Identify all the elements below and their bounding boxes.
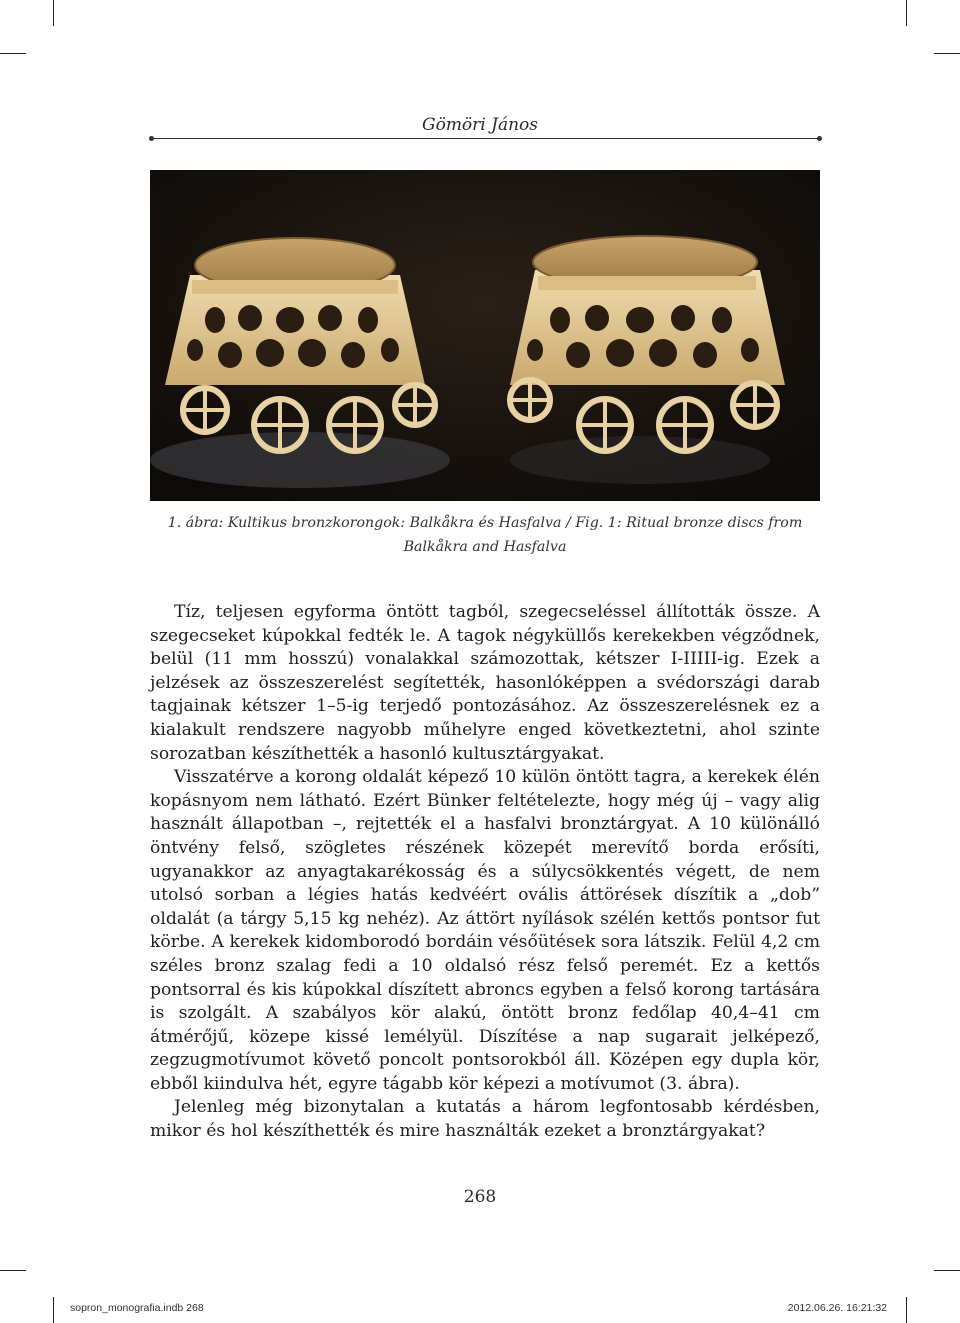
running-header-author: Gömöri János	[422, 115, 538, 135]
paragraph: Visszatérve a korong oldalát képező 10 külön öntött tagra, a kerekek élén kopásnyom nem látható. Ezért Bünker feltételezte, hogy még új – vagy alig használt állapotban –, rejtették el a hasfalvi bronztárgyat. A 10 különálló öntvény felső, szögletes részének közepét merevítő borda erősíti, ugyanakkor az anyagtakarékosság és a súlycsökkentés végett, de nem utolsó sorban a légies hatás kedvéért ovális áttörések díszítik a „dob” oldalát (a tárgy 5,15 kg nehéz). Az áttört nyílások szélén kettős pontsor fut körbe. A kerekek kidomborodó bordáin vésőütések sora látszik. Felül 4,2 cm széles bronz szalag fedi a 10 oldalsó rész felső peremét. Ez a kettős pontsorral és kis kúpokkal díszített abroncs egyben a felső korong tartására is szolgált. A szabályos kör alakú, öntött bronz fedőlap 40,4–41 cm átmérőjű, közepe kissé lemélyül. Díszítése a nap sugarait jelképező, zegzugmotívumot követő poncolt pontsorokból áll. Középen egy dupla kör, ebből kiindulva hét, egyre tágabb kör képezi a motívumot (3. ábra).	[150, 767, 820, 1094]
figure-caption: 1. ábra: Kultikus bronzkorongok: Balkåkra és Hasfalva / Fig. 1: Ritual bronze discs from Balkåkra and Hasfalva	[167, 515, 803, 555]
crop-mark	[906, 1297, 907, 1323]
paragraph: Jelenleg még bizonytalan a kutatás a három legfontosabb kérdésben, mikor és hol készíthették és mire használták ezeket a bronztárgyakat?	[150, 1097, 820, 1142]
body-text	[150, 601, 820, 1144]
crop-mark	[53, 0, 54, 26]
crop-mark	[0, 1270, 26, 1271]
print-slug-datetime: 2012.06.26. 16:21:32	[787, 1302, 887, 1314]
header-rule	[151, 138, 820, 139]
crop-mark	[934, 1270, 960, 1271]
paragraph: Tíz, teljesen egyforma öntött tagból, szegecseléssel állították össze. A szegecseket kúpokkal fedték le. A tagok négyküllős kerekekben végződnek, belül (11 mm hosszú) vonalakkal számozottak, kétszer I-IIIII-ig. Ezek a jelzések az összeszerelést segítették, hasonlóképpen a svédországi darab tagjainak kétszer 1–5-ig terjedő pontozásához. Az összeszerelésnek ez a kialakult rendszere nagyobb műhelyre enged következtetni, ahol szinte sorozatban készíthették a hasonló kultusztárgyakat.	[150, 602, 820, 764]
figure-photo	[150, 170, 820, 501]
crop-mark	[906, 0, 907, 26]
crop-mark	[0, 53, 26, 54]
crop-mark	[53, 1297, 54, 1323]
page-number: 268	[463, 1187, 497, 1207]
print-slug-file: sopron_monografia.indb 268	[70, 1302, 204, 1314]
bronze-discs-photo	[150, 170, 820, 501]
crop-mark	[934, 53, 960, 54]
